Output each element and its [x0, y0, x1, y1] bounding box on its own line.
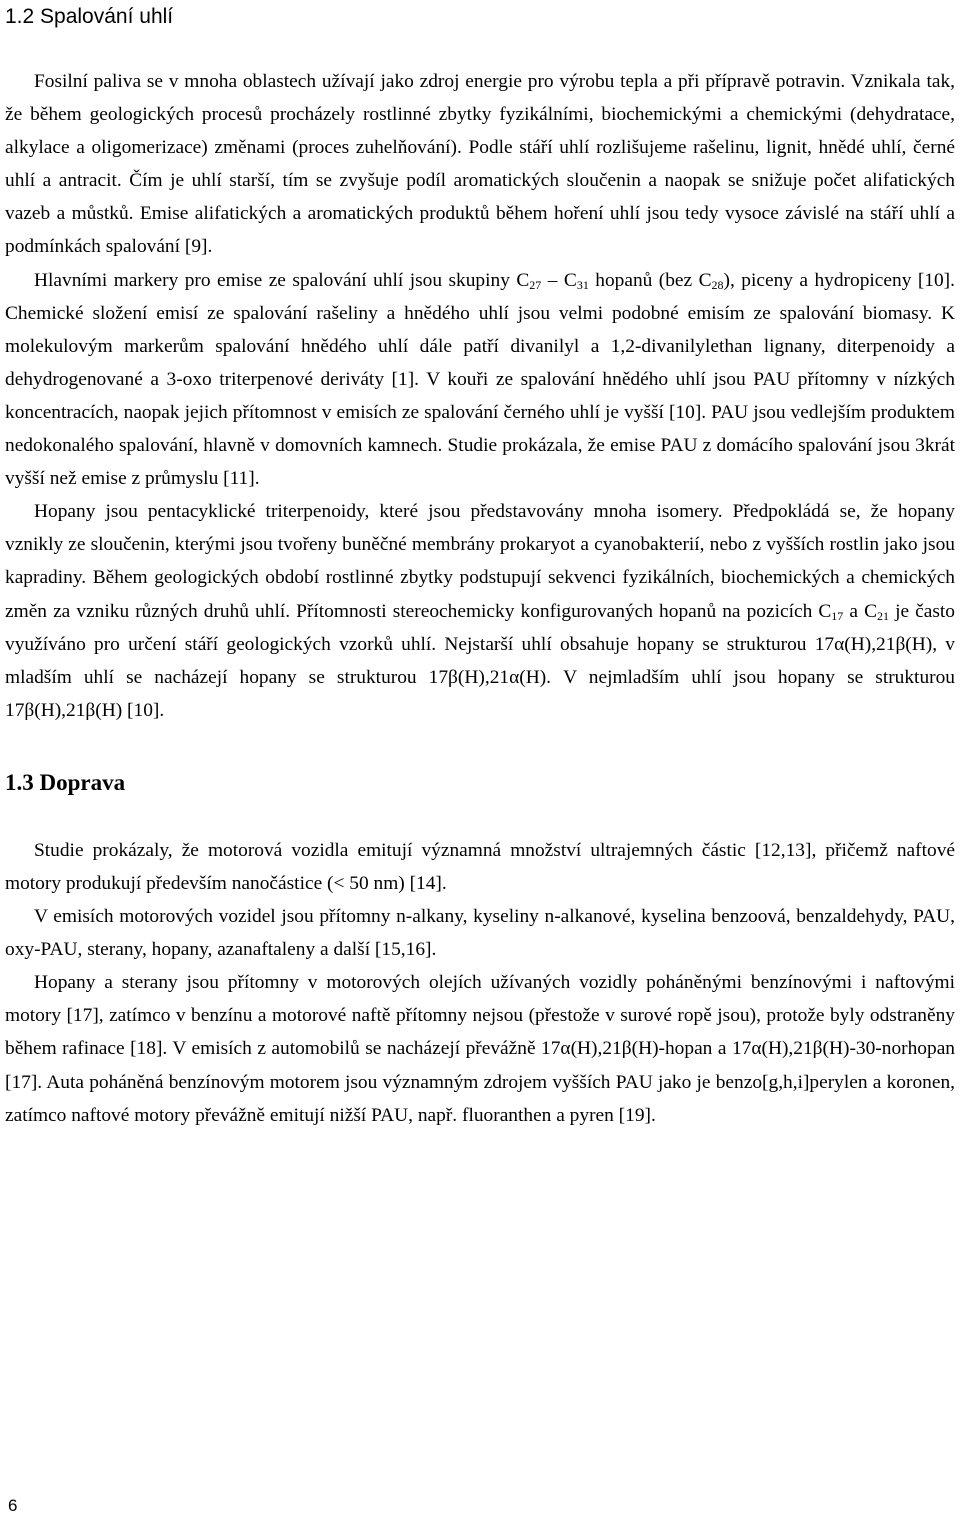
text-run: – C — [541, 269, 577, 291]
text-run: hopanů (bez C — [588, 269, 712, 291]
paragraph — [5, 65, 955, 264]
subscript: 21 — [877, 608, 889, 623]
text-run: Fosilní paliva se v mnoha oblastech užívají jako zdroj energie pro výrobu tepla a při přípravě potravin. Vznikala tak, že během geologických procesů procházely rostlinné zbytky fyzikálními, biochemickými a chemickými (dehydratace, alkylace a oligomerizace) změnami (proces zuhelňování). Podle stáří uhlí rozlišujeme rašelinu, lignit, hnědé uhlí, černé uhlí a antracit. Čím je uhlí starší, tím se zvyšuje podíl aromatických sloučenin a naopak se snižuje počet alifatických vazeb a můstků. Emise alifatických a aromatických produktů během hoření uhlí jsou tedy vysoce závislé na stáří uhlí a podmínkách spalování [9]. — [5, 71, 955, 258]
section-heading-doprava: 1.3 Doprava — [5, 769, 126, 795]
subscript: 17 — [831, 608, 844, 623]
section-body-spalovani-uhli — [5, 65, 955, 727]
text-run: ), piceny a hydropiceny [10]. Chemické složení emisí ze spalování rašeliny a hnědého uhlí jsou velmi podobné emisím ze spalování biomasy. K molekulovým markerům spalování hnědého uhlí dále patří divanilyl a 1,2-divanilylethan lignany, diterpenoidy a dehydrogenované a 3-oxo triterpenové deriváty [1]. V kouři ze spalování hnědého uhlí jsou PAU přítomny v nízkých koncentracích, naopak jejich přítomnost v emisích ze spalování černého uhlí je vyšší [10]. PAU jsou vedlejším produktem nedokonalého spalování, hlavně v domovních kamnech. Studie prokázala, že emise PAU z domácího spalování jsou 3krát vyšší než emise z průmyslu [11]. — [5, 269, 955, 490]
subscript: 28 — [711, 277, 724, 292]
text-run: a C — [843, 600, 877, 622]
subscript: 27 — [529, 277, 542, 292]
paragraph — [5, 264, 955, 496]
text-run: Hopany jsou pentacyklické triterpenoidy, které jsou představovány mnoha isomery. Předpokládá se, že hopany vznikly ze sloučenin, kterými jsou tvořeny buněčné membrány prokaryot a cyanobakterií, nebo z vyšších rostlin jako jsou kapradiny. Během geologických období rostlinné zbytky podstupují sekvenci fyzikálních, biochemických a chemických změn za vzniku různých druhů uhlí. Přítomnosti stereochemicky konfigurovaných hopanů na pozicích C — [5, 501, 955, 622]
text-run: Hlavními markery pro emise ze spalování uhlí jsou skupiny C — [34, 269, 530, 291]
page-number: 6 — [8, 1496, 18, 1515]
subscript: 31 — [576, 277, 589, 292]
paragraph — [5, 834, 955, 900]
paragraph — [5, 495, 955, 727]
text-run: V emisích motorových vozidel jsou přítomny n-alkany, kyseliny n-alkanové, kyselina benzoová, benzaldehydy, PAU, oxy-PAU, sterany, hopany, azanaftaleny a další [15,16]. — [5, 906, 955, 961]
section-heading-spalovani-uhli: 1.2 Spalování uhlí — [5, 5, 174, 28]
section-body-doprava — [5, 834, 955, 1132]
text-run: Hopany a sterany jsou přítomny v motorových olejích užívaných vozidly poháněnými benzínovými i naftovými motory [17], zatímco v benzínu a motorové naftě přítomny nejsou (přestože v surové ropě jsou), protože byly odstraněny během rafinace [18]. V emisích z automobilů se nacházejí převážně 17α(H),21β(H)-hopan a 17α(H),21β(H)-30-norhopan [17]. Auta poháněná benzínovým motorem jsou významným zdrojem vyšších PAU jako je benzo[g,h,i]perylen a koronen, zatímco naftové motory převážně emitují nižší PAU, např. fluoranthen a pyren [19]. — [5, 972, 955, 1126]
paragraph — [5, 900, 955, 966]
text-run: Studie prokázaly, že motorová vozidla emitují významná množství ultrajemných částic [12,13], přičemž naftové motory produkují především nanočástice (< 50 nm) [14]. — [5, 839, 955, 894]
document-page — [5, 0, 955, 1132]
paragraph — [5, 966, 955, 1131]
text-run: je často využíváno pro určení stáří geologických vzorků uhlí. Nejstarší uhlí obsahuje hopany se strukturou 17α(H),21β(H), v mladším uhlí se nacházejí hopany se strukturou 17β(H),21α(H). V nejmladším uhlí jsou hopany se strukturou 17β(H),21β(H) [10]. — [5, 600, 955, 721]
